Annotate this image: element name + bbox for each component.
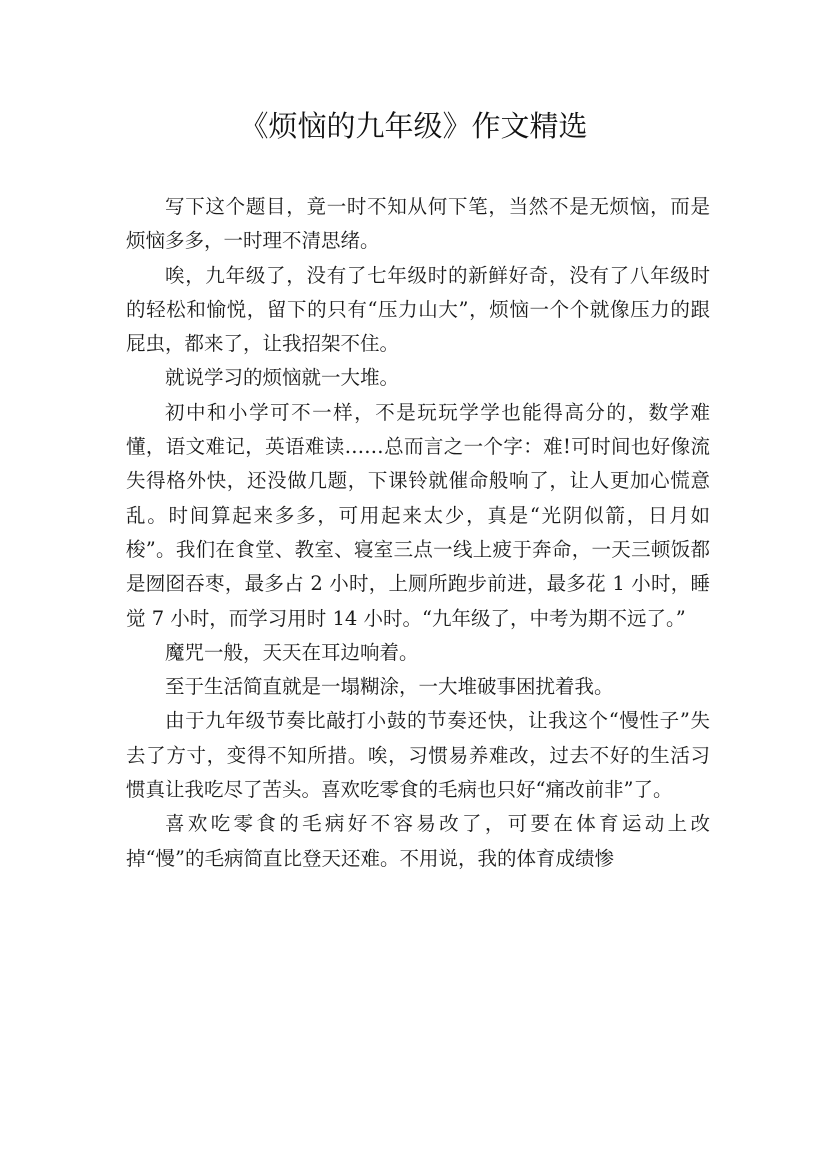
document-body	[126, 190, 710, 876]
paragraph: 写下这个题目，竟一时不知从何下笔，当然不是无烦恼，而是烦恼多多，一时理不清思绪。	[126, 195, 710, 253]
paragraph: 就说学习的烦恼就一大堆。	[165, 366, 400, 390]
paragraph: 初中和小学可不一样，不是玩玩学学也能得高分的，数学难懂，语文难记，英语难读……总而言之一个字：难!可时间也好像流失得格外快，还没做几题，下课铃就催命般响了，让人更加心慌意乱。时间算起来多多，可用起来太少，真是“光阴似箭，日月如梭”。我们在食堂、教室、寝室三点一线上疲于奔命，一天三顿饭都是囫囵吞枣，最多占 2 小时，上厕所跑步前进，最多花 1 小时，睡觉 7 小时，而学习用时 14 小时。“九年级了，中考为期不远了。”	[126, 400, 710, 630]
paragraph: 由于九年级节奏比敲打小鼓的节奏还快，让我这个“慢性子”失去了方寸，变得不知所措。唉，习惯易养难改，过去不好的生活习惯真让我吃尽了苦头。喜欢吃零食的毛病也只好“痛改前非”了。	[126, 709, 710, 802]
paragraph: 魔咒一般，天天在耳边响着。	[165, 640, 419, 664]
paragraph: 唉，九年级了，没有了七年级时的新鲜好奇，没有了八年级时的轻松和愉悦，留下的只有“压力山大”，烦恼一个个就像压力的跟屁虫，都来了，让我招架不住。	[126, 263, 710, 356]
document-title: 《烦恼的九年级》作文精选	[239, 109, 588, 143]
paragraph: 至于生活简直就是一塌糊涂，一大堆破事困扰着我。	[165, 675, 614, 699]
paragraph: 喜欢吃零食的毛病好不容易改了，可要在体育运动上改掉“慢”的毛病简直比登天还难。不用说，我的体育成绩惨	[126, 812, 710, 870]
